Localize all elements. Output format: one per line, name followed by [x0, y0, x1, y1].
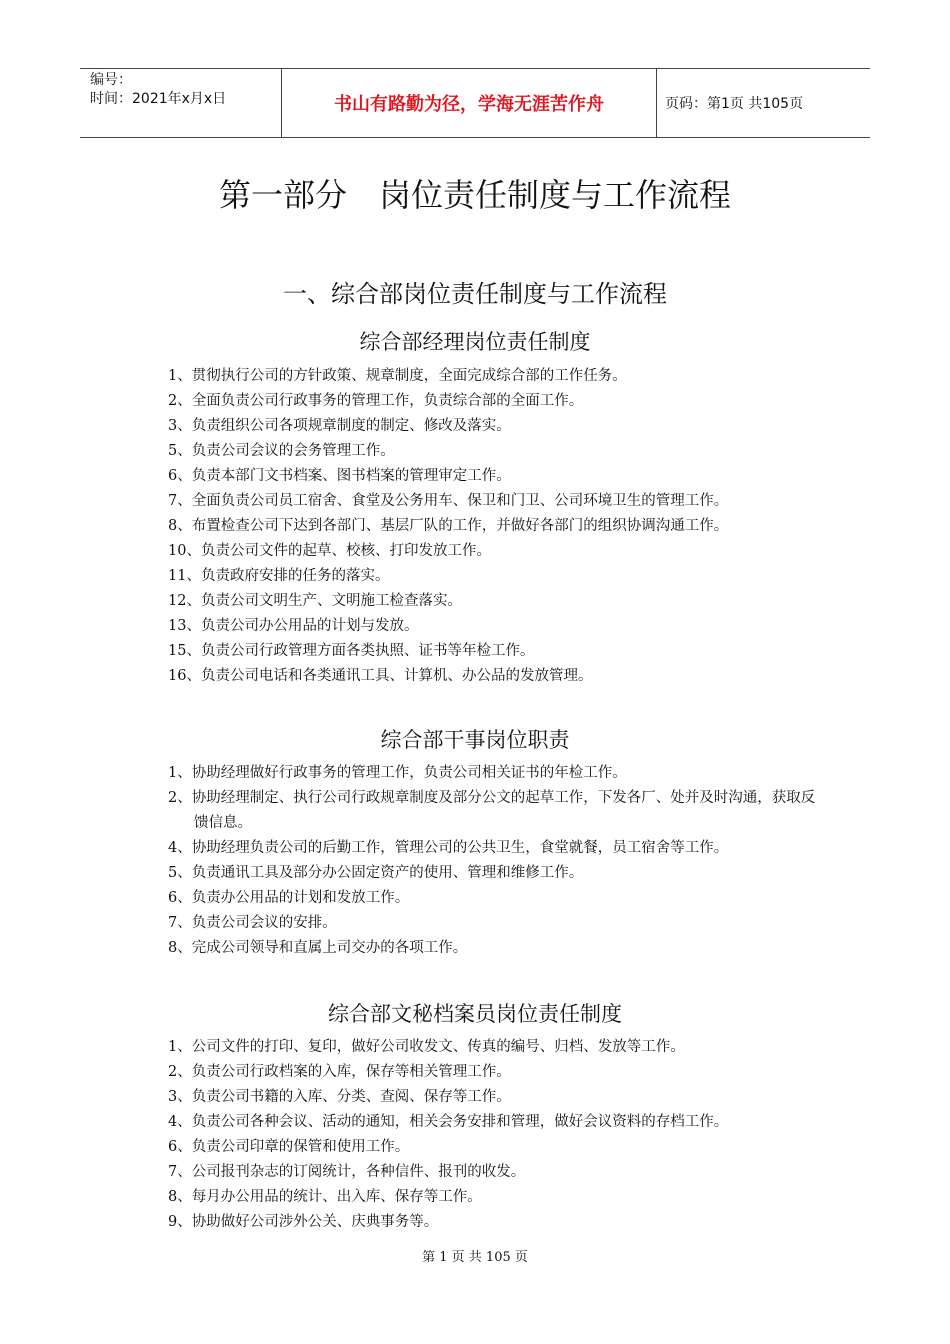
list-item: 15、负责公司行政管理方面各类执照、证书等年检工作。 — [168, 643, 535, 659]
list-item: 1、公司文件的打印、复印，做好公司收发文、传真的编号、归档、发放等工作。 — [168, 1039, 685, 1055]
list-item: 5、负责公司会议的会务管理工作。 — [168, 443, 395, 459]
block-heading-manager: 综合部经理岗位责任制度 — [359, 330, 591, 354]
list-item: 6、负责办公用品的计划和发放工作。 — [168, 890, 410, 906]
list-item: 4、负责公司各种会议、活动的通知，相关会务安排和管理，做好会议资料的存档工作。 — [168, 1114, 729, 1130]
secretary-duty-list — [168, 1035, 828, 1235]
list-item: 3、负责组织公司各项规章制度的制定、修改及落实。 — [168, 418, 511, 434]
header-page-info: 页码：第1页 共105页 — [665, 96, 804, 112]
list-item: 10、负责公司文件的起草、校核、打印发放工作。 — [168, 543, 491, 559]
list-item: 4、协助经理负责公司的后勤工作，管理公司的公共卫生，食堂就餐，员工宿舍等工作。 — [168, 840, 729, 856]
list-item: 6、负责本部门文书档案、图书档案的管理审定工作。 — [168, 468, 511, 484]
list-item: 11、负责政府安排的任务的落实。 — [168, 568, 390, 584]
list-item: 2、负责公司行政档案的入库，保存等相关管理工作。 — [168, 1064, 511, 1080]
number-label: 编号： — [90, 72, 132, 88]
section-title: 一、综合部岗位责任制度与工作流程 — [283, 280, 667, 308]
page-header — [80, 68, 870, 138]
list-item: 8、完成公司领导和直属上司交办的各项工作。 — [168, 940, 468, 956]
block-heading-clerk: 综合部干事岗位职责 — [380, 728, 570, 752]
page-title: 第一部分 岗位责任制度与工作流程 — [218, 176, 731, 214]
list-item: 1、贯彻执行公司的方针政策、规章制度，全面完成综合部的工作任务。 — [168, 368, 627, 384]
time-label: 时间：2021年x月x日 — [90, 91, 227, 107]
list-item: 8、布置检查公司下达到各部门、基层厂队的工作，并做好各部门的组织协调沟通工作。 — [168, 518, 729, 534]
header-motto: 书山有路勤为径，学海无涯苦作舟 — [282, 69, 657, 137]
list-item: 6、负责公司印章的保管和使用工作。 — [168, 1139, 410, 1155]
page-footer: 第 1 页 共 105 页 — [422, 1250, 528, 1265]
block-heading-secretary: 综合部文秘档案员岗位责任制度 — [328, 1002, 622, 1026]
manager-duty-list — [168, 364, 828, 689]
list-item: 9、协助做好公司涉外公关、庆典事务等。 — [168, 1214, 439, 1230]
list-item: 13、负责公司办公用品的计划与发放。 — [168, 618, 419, 634]
list-item: 8、每月办公用品的统计、出入库、保存等工作。 — [168, 1189, 482, 1205]
list-item: 1、协助经理做好行政事务的管理工作，负责公司相关证书的年检工作。 — [168, 765, 627, 781]
list-item: 7、负责公司会议的安排。 — [168, 915, 337, 931]
list-item: 16、负责公司电话和各类通讯工具、计算机、办公品的发放管理。 — [168, 668, 593, 684]
list-item: 2、全面负责公司行政事务的管理工作，负责综合部的全面工作。 — [168, 393, 584, 409]
list-item: 3、负责公司书籍的入库、分类、查阅、保存等工作。 — [168, 1089, 511, 1105]
list-item: 2、协助经理制定、执行公司行政规章制度及部分公文的起草工作，下发各厂、处并及时沟通，获取反馈信息。 — [168, 790, 816, 831]
clerk-duty-list — [168, 761, 828, 961]
list-item: 7、公司报刊杂志的订阅统计，各种信件、报刊的收发。 — [168, 1164, 526, 1180]
list-item: 7、全面负责公司员工宿舍、食堂及公务用车、保卫和门卫、公司环境卫生的管理工作。 — [168, 493, 729, 509]
header-meta — [80, 69, 282, 137]
list-item: 5、负责通讯工具及部分办公固定资产的使用、管理和维修工作。 — [168, 865, 584, 881]
list-item: 12、负责公司文明生产、文明施工检查落实。 — [168, 593, 462, 609]
